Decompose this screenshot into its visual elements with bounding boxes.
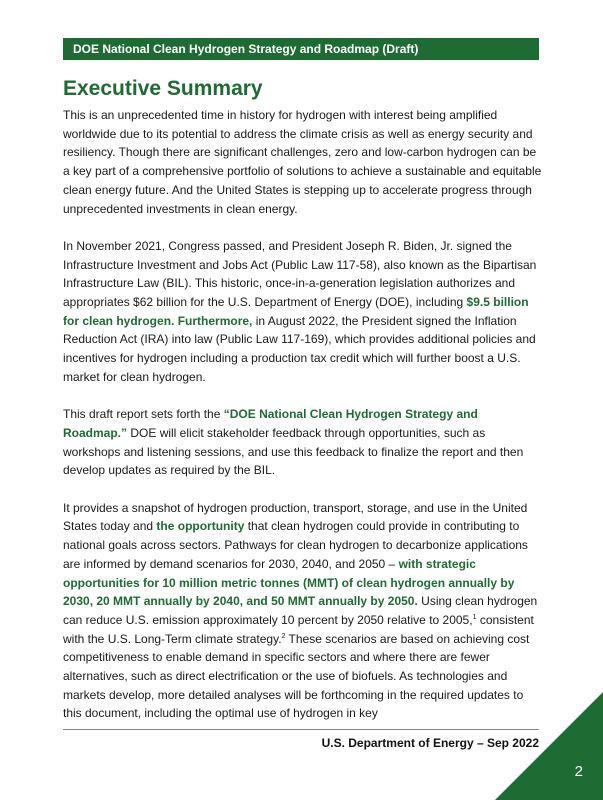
paragraph-snapshot-text-d: consistent with the U.S. Long-Term climate strategy. xyxy=(63,612,534,646)
paragraph-roadmap-text-a: This draft report sets forth the xyxy=(63,407,224,422)
paragraph-intro: This is an unprecedented time in history for hydrogen with interest being amplified worldwide due to its potential to address the climate crisis as well as energy security and resiliency. Though there are significant challenges, zero and low-carbon hydrogen can be a key part of a comprehensive portfolio of solutions to achieve a sustainable and equitable clean energy future. And the United States is stepping up to accelerate progress through unprecedented investments in clean energy. xyxy=(63,108,542,216)
paragraph-snapshot xyxy=(63,499,543,723)
document-header-title: DOE National Clean Hydrogen Strategy and Roadmap (Draft) xyxy=(73,42,419,56)
paragraph-roadmap xyxy=(63,405,543,480)
footnote-ref-1[interactable]: 1 xyxy=(472,613,477,621)
paragraph-snapshot-text-c: Using clean hydrogen can reduce U.S. emission approximately 10 percent by 2050 relative to 2005, xyxy=(63,594,538,627)
document-body xyxy=(63,106,543,742)
footer-text: U.S. Department of Energy – Sep 2022 xyxy=(321,736,539,750)
highlight-targets: with strategic opportunities for 10 million metric tonnes (MMT) of clean hydrogen annually by 2030, 20 MMT annually by 2040, and 50 MMT annually by 2050. xyxy=(63,556,515,609)
paragraph-bil-text-a: In November 2021, Congress passed, and President Joseph R. Biden, Jr. signed the Infrastructure Investment and Jobs Act (Public Law 117-58), also known as the Bipartisan Infrastructure Law (BIL). This historic, once-in-a-generation legislation authorizes and appropriates $62 billion for the U.S. Department of Energy (DOE), including xyxy=(63,238,537,310)
corner-triangle xyxy=(495,692,603,800)
paragraph-bil xyxy=(63,237,543,387)
paragraph-snapshot-text-b: that clean hydrogen could provide in contributing to national goals across sectors. Pathways for clean hydrogen to decarbonize applications are informed by demand scenarios for 2030, 2040, and 2050 – xyxy=(63,519,528,571)
page-number: 2 xyxy=(574,763,583,780)
footnote-ref-2[interactable]: 2 xyxy=(281,632,286,640)
highlight-furthermore: Furthermore, xyxy=(177,313,253,328)
paragraph-snapshot-text-a: It provides a snapshot of hydrogen production, transport, storage, and use in the United States today and xyxy=(63,500,528,534)
footer-divider xyxy=(63,729,539,730)
paragraph-snapshot-text-e: These scenarios are based on achieving cost competitiveness to enable demand in specific sectors and where there are fewer alternatives, such as direct electrification or the use of biofuels. As technologies and markets develop, more detailed analyses will be forthcoming in the required updates to this document, including the optimal use of hydrogen in key xyxy=(63,631,530,721)
document-header-bar xyxy=(63,38,539,60)
paragraph-bil-text-b: in August 2022, the President signed the Inflation Reduction Act (IRA) into law (Public Law 117-169), which provides additional policies and incentives for hydrogen including a production tax credit which will further boost a U.S. market for clean hydrogen. xyxy=(63,313,536,384)
paragraph-roadmap-text-b: DOE will elicit stakeholder feedback through opportunities, such as workshops and listening sessions, and use this feedback to finalize the report and then develop updates as required by the BIL. xyxy=(63,425,524,478)
section-title: Executive Summary xyxy=(63,77,263,100)
highlight-opportunity: the opportunity xyxy=(156,519,245,534)
highlight-clean-hydrogen-funding: $9.5 billion for clean hydrogen. xyxy=(63,295,529,328)
highlight-roadmap-title: “DOE National Clean Hydrogen Strategy and Roadmap.” xyxy=(63,407,478,440)
